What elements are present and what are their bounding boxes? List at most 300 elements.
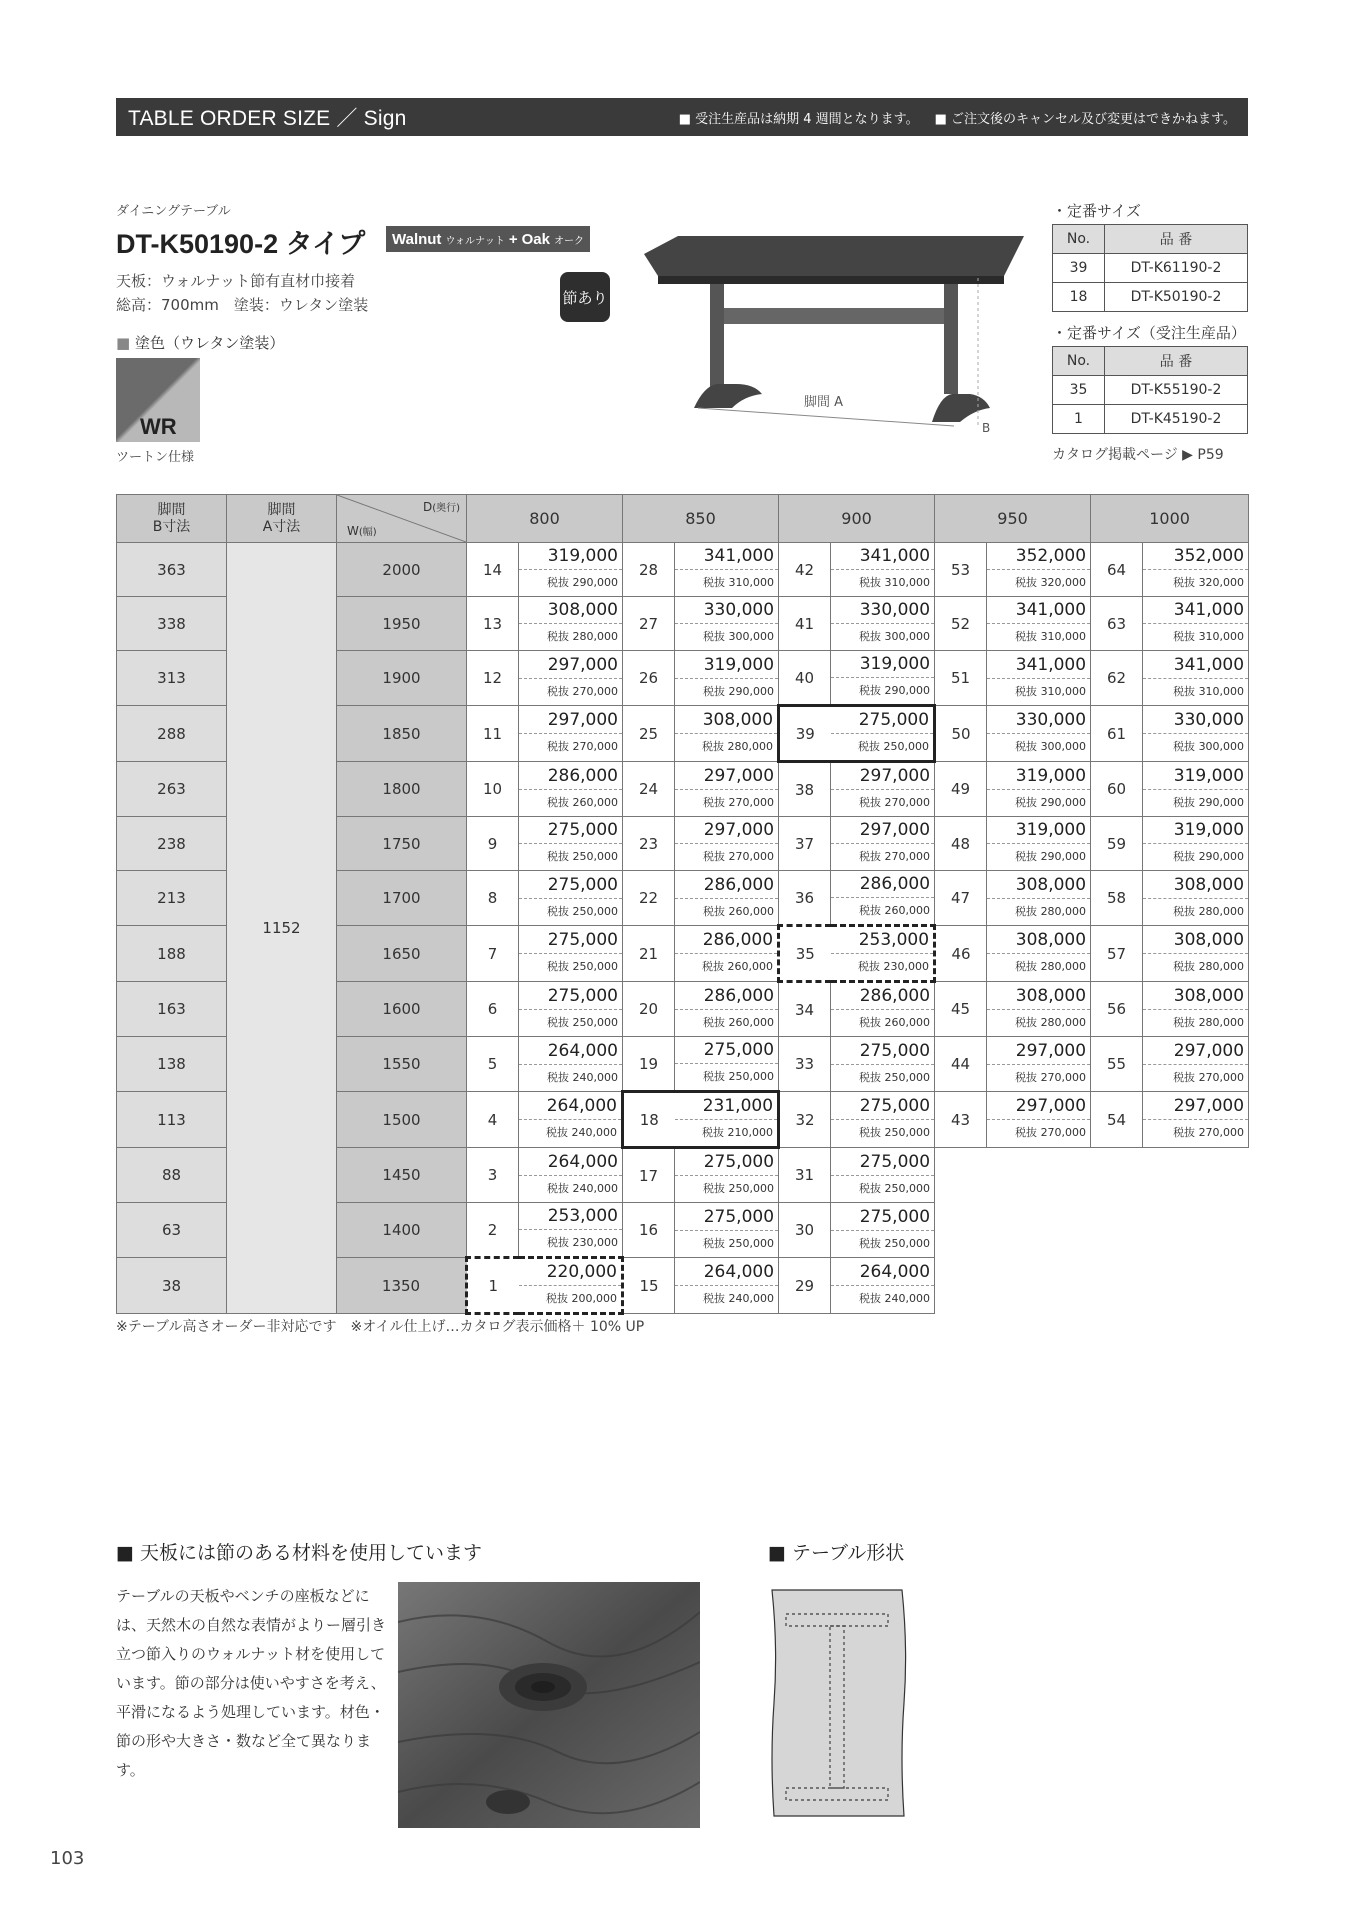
size-number: 3 bbox=[467, 1148, 519, 1203]
price-cell bbox=[987, 817, 1091, 871]
price-cell bbox=[831, 871, 935, 926]
matrix-header-row bbox=[117, 495, 1249, 543]
size-number: 50 bbox=[935, 706, 987, 762]
size-number: 17 bbox=[623, 1148, 675, 1203]
price-incl-tax: 275,000 bbox=[519, 872, 622, 899]
b-dimension: 138 bbox=[117, 1037, 227, 1092]
price-excl-tax: 税抜 250,000 bbox=[831, 734, 934, 760]
price-cell bbox=[987, 1037, 1091, 1092]
empty-cell bbox=[935, 1148, 1091, 1203]
price-incl-tax: 341,000 bbox=[831, 543, 934, 570]
price-excl-tax: 税抜 300,000 bbox=[831, 624, 934, 650]
price-excl-tax: 税抜 290,000 bbox=[519, 570, 622, 596]
col-header-b: 脚間 B寸法 bbox=[117, 495, 227, 543]
price-excl-tax: 税抜 250,000 bbox=[675, 1231, 778, 1257]
b-dimension: 188 bbox=[117, 926, 227, 982]
price-cell bbox=[519, 1037, 623, 1092]
illus-label-b: B bbox=[982, 421, 991, 435]
price-cell bbox=[675, 982, 779, 1037]
col-part: 品 番 bbox=[1105, 225, 1248, 254]
size-number: 42 bbox=[779, 543, 831, 597]
price-cell bbox=[675, 706, 779, 762]
price-excl-tax: 税抜 320,000 bbox=[1143, 570, 1248, 596]
size-number: 16 bbox=[623, 1203, 675, 1258]
b-dimension: 313 bbox=[117, 651, 227, 706]
price-cell bbox=[519, 1203, 623, 1258]
price-excl-tax: 税抜 300,000 bbox=[987, 734, 1090, 760]
size-number: 32 bbox=[779, 1092, 831, 1148]
empty-cell bbox=[935, 1258, 1091, 1314]
header-note-cancellation: ■ ご注文後のキャンセル及び変更はできかねます。 bbox=[935, 108, 1236, 127]
size-number: 58 bbox=[1091, 871, 1143, 926]
size-no: 1 bbox=[1053, 405, 1105, 434]
knot-section-heading: ■ 天板には節のある材料を使用しています bbox=[116, 1538, 482, 1565]
price-incl-tax: 297,000 bbox=[1143, 1038, 1248, 1065]
price-incl-tax: 286,000 bbox=[675, 983, 778, 1010]
color-swatch bbox=[116, 358, 200, 442]
col-part: 品 番 bbox=[1105, 347, 1248, 376]
size-number: 4 bbox=[467, 1092, 519, 1148]
knot-badge: 節あり bbox=[560, 272, 610, 322]
size-number: 60 bbox=[1091, 762, 1143, 817]
price-incl-tax: 352,000 bbox=[987, 543, 1090, 570]
depth-header: 900 bbox=[779, 495, 935, 543]
depth-header: 950 bbox=[935, 495, 1091, 543]
price-cell bbox=[831, 762, 935, 817]
price-excl-tax: 税抜 250,000 bbox=[831, 1065, 934, 1091]
price-incl-tax: 275,000 bbox=[519, 927, 622, 954]
size-number: 20 bbox=[623, 982, 675, 1037]
price-incl-tax: 297,000 bbox=[675, 763, 778, 790]
price-excl-tax: 税抜 270,000 bbox=[1143, 1065, 1248, 1091]
price-excl-tax: 税抜 280,000 bbox=[675, 734, 777, 760]
price-incl-tax: 275,000 bbox=[831, 1149, 934, 1176]
size-number: 29 bbox=[779, 1258, 831, 1314]
b-dimension: 63 bbox=[117, 1203, 227, 1258]
price-incl-tax: 330,000 bbox=[987, 707, 1090, 734]
width-value: 1700 bbox=[337, 871, 467, 926]
price-excl-tax: 税抜 250,000 bbox=[519, 954, 622, 980]
width-value: 1350 bbox=[337, 1258, 467, 1314]
size-number: 8 bbox=[467, 871, 519, 926]
size-number: 23 bbox=[623, 817, 675, 871]
price-incl-tax: 352,000 bbox=[1143, 543, 1248, 570]
width-value: 1900 bbox=[337, 651, 467, 706]
price-excl-tax: 税抜 270,000 bbox=[519, 679, 622, 705]
price-cell bbox=[519, 1092, 623, 1148]
price-cell bbox=[1143, 597, 1249, 651]
col-no: No. bbox=[1053, 225, 1105, 254]
depth-header: 800 bbox=[467, 495, 623, 543]
size-number: 13 bbox=[467, 597, 519, 651]
header-notes bbox=[679, 108, 1236, 127]
price-incl-tax: 341,000 bbox=[675, 543, 778, 570]
width-value: 1550 bbox=[337, 1037, 467, 1092]
price-cell bbox=[519, 651, 623, 706]
price-cell bbox=[831, 597, 935, 651]
price-excl-tax: 税抜 260,000 bbox=[675, 954, 777, 980]
price-excl-tax: 税抜 280,000 bbox=[1143, 954, 1248, 980]
price-incl-tax: 308,000 bbox=[675, 707, 777, 734]
depth-header: 1000 bbox=[1091, 495, 1249, 543]
size-number: 30 bbox=[779, 1203, 831, 1258]
price-incl-tax: 275,000 bbox=[831, 1204, 934, 1231]
price-cell bbox=[1143, 706, 1249, 762]
price-incl-tax: 220,000 bbox=[519, 1259, 622, 1286]
b-dimension: 338 bbox=[117, 597, 227, 651]
b-dimension: 213 bbox=[117, 871, 227, 926]
size-number: 11 bbox=[467, 706, 519, 762]
knot-section-text: テーブルの天板やベンチの座板などには、天然木の自然な表情がよりー層引き立つ節入りのウォルナット材を使用しています。節の部分は使いやすさを考え、平滑になるよう処理しています。材色・節の形や大きさ・数など全て異なります。 bbox=[116, 1587, 387, 1779]
price-excl-tax: 税抜 320,000 bbox=[987, 570, 1090, 596]
page-header-bar bbox=[116, 98, 1248, 136]
price-cell bbox=[519, 871, 623, 926]
price-excl-tax: 税抜 210,000 bbox=[675, 1120, 778, 1146]
price-excl-tax: 税抜 290,000 bbox=[675, 679, 778, 705]
price-cell bbox=[519, 762, 623, 817]
price-excl-tax: 税抜 250,000 bbox=[831, 1231, 934, 1257]
price-incl-tax: 264,000 bbox=[831, 1259, 934, 1286]
standard-sizes-heading: ・ 定番サイズ bbox=[1052, 200, 1141, 221]
size-part: DT-K50190-2 bbox=[1105, 283, 1248, 312]
size-number: 14 bbox=[467, 543, 519, 597]
size-number: 6 bbox=[467, 982, 519, 1037]
price-incl-tax: 275,000 bbox=[519, 817, 622, 844]
price-excl-tax: 税抜 240,000 bbox=[519, 1176, 622, 1202]
price-incl-tax: 275,000 bbox=[675, 1204, 778, 1231]
price-incl-tax: 330,000 bbox=[675, 597, 778, 624]
price-cell bbox=[675, 1092, 779, 1148]
price-excl-tax: 税抜 310,000 bbox=[675, 570, 778, 596]
size-number: 61 bbox=[1091, 706, 1143, 762]
price-incl-tax: 297,000 bbox=[831, 817, 934, 844]
price-incl-tax: 319,000 bbox=[831, 651, 934, 678]
product-model: DT-K50190-2 タイプ bbox=[116, 229, 366, 259]
size-number: 53 bbox=[935, 543, 987, 597]
price-cell bbox=[675, 1148, 779, 1203]
price-excl-tax: 税抜 310,000 bbox=[987, 624, 1090, 650]
price-cell bbox=[831, 651, 935, 706]
price-excl-tax: 税抜 250,000 bbox=[519, 844, 622, 870]
price-cell bbox=[675, 651, 779, 706]
price-incl-tax: 308,000 bbox=[987, 872, 1090, 899]
price-excl-tax: 税抜 250,000 bbox=[519, 1010, 622, 1036]
size-number: 37 bbox=[779, 817, 831, 871]
price-cell bbox=[1143, 871, 1249, 926]
price-excl-tax: 税抜 260,000 bbox=[675, 1010, 778, 1036]
walnut-knot-photo bbox=[398, 1582, 700, 1828]
price-excl-tax: 税抜 290,000 bbox=[987, 844, 1090, 870]
price-excl-tax: 税抜 270,000 bbox=[1143, 1120, 1248, 1146]
price-matrix bbox=[116, 494, 1249, 1315]
price-cell bbox=[1143, 817, 1249, 871]
size-number: 19 bbox=[623, 1037, 675, 1092]
price-excl-tax: 税抜 240,000 bbox=[519, 1065, 622, 1091]
size-number: 1 bbox=[467, 1258, 519, 1314]
size-number: 56 bbox=[1091, 982, 1143, 1037]
price-incl-tax: 286,000 bbox=[519, 763, 622, 790]
price-excl-tax: 税抜 310,000 bbox=[1143, 679, 1248, 705]
price-incl-tax: 286,000 bbox=[831, 983, 934, 1010]
b-dimension: 163 bbox=[117, 982, 227, 1037]
b-dimension: 263 bbox=[117, 762, 227, 817]
width-value: 1800 bbox=[337, 762, 467, 817]
price-cell bbox=[987, 543, 1091, 597]
spec-height-finish: 総高：700mm 塗装：ウレタン塗装 bbox=[116, 296, 369, 314]
b-dimension: 38 bbox=[117, 1258, 227, 1314]
price-cell bbox=[675, 817, 779, 871]
size-number: 59 bbox=[1091, 817, 1143, 871]
size-number: 24 bbox=[623, 762, 675, 817]
size-number: 31 bbox=[779, 1148, 831, 1203]
price-excl-tax: 税抜 270,000 bbox=[519, 734, 622, 760]
price-cell bbox=[831, 817, 935, 871]
price-excl-tax: 税抜 240,000 bbox=[519, 1120, 621, 1146]
price-cell bbox=[675, 762, 779, 817]
price-excl-tax: 税抜 270,000 bbox=[831, 844, 934, 870]
price-cell bbox=[675, 871, 779, 926]
price-cell bbox=[831, 706, 935, 762]
size-number: 51 bbox=[935, 651, 987, 706]
price-cell bbox=[519, 982, 623, 1037]
shape-section-heading: ■ テーブル形状 bbox=[768, 1538, 904, 1565]
size-number: 28 bbox=[623, 543, 675, 597]
size-number: 46 bbox=[935, 926, 987, 982]
price-cell bbox=[675, 926, 779, 982]
size-number: 7 bbox=[467, 926, 519, 982]
size-part: DT-K45190-2 bbox=[1105, 405, 1248, 434]
price-incl-tax: 319,000 bbox=[675, 652, 778, 679]
price-cell bbox=[987, 651, 1091, 706]
footnote: ※テーブル高さオーダー非対応です ※オイル仕上げ…カタログ表示価格＋ 10% UP bbox=[116, 1319, 645, 1335]
price-cell bbox=[987, 982, 1091, 1037]
width-value: 1950 bbox=[337, 597, 467, 651]
price-incl-tax: 297,000 bbox=[519, 707, 622, 734]
size-no: 39 bbox=[1053, 254, 1105, 283]
price-excl-tax: 税抜 250,000 bbox=[831, 1176, 934, 1202]
b-dimension: 238 bbox=[117, 817, 227, 871]
price-excl-tax: 税抜 270,000 bbox=[675, 844, 778, 870]
price-incl-tax: 319,000 bbox=[1143, 817, 1248, 844]
price-excl-tax: 税抜 250,000 bbox=[675, 1064, 778, 1090]
page-number: 103 bbox=[50, 1848, 85, 1869]
price-cell bbox=[675, 1037, 779, 1092]
price-excl-tax: 税抜 290,000 bbox=[1143, 790, 1248, 816]
price-cell bbox=[519, 1148, 623, 1203]
width-value: 1450 bbox=[337, 1148, 467, 1203]
price-incl-tax: 297,000 bbox=[675, 817, 778, 844]
wood-tag bbox=[386, 226, 590, 252]
size-number: 48 bbox=[935, 817, 987, 871]
price-excl-tax: 税抜 290,000 bbox=[831, 678, 934, 704]
wood-plus: + bbox=[508, 230, 518, 248]
size-number: 36 bbox=[779, 871, 831, 926]
size-number: 9 bbox=[467, 817, 519, 871]
price-excl-tax: 税抜 270,000 bbox=[987, 1065, 1090, 1091]
catalog-page-ref: カタログ掲載ページ ▶ P59 bbox=[1052, 447, 1224, 463]
price-cell bbox=[987, 871, 1091, 926]
made-to-order-heading: ・ 定番サイズ（受注生産品） bbox=[1052, 322, 1246, 343]
price-excl-tax: 税抜 280,000 bbox=[987, 954, 1090, 980]
empty-cell bbox=[1091, 1203, 1249, 1258]
price-excl-tax: 税抜 260,000 bbox=[519, 790, 622, 816]
illus-label-a: 脚間 A bbox=[804, 395, 844, 410]
price-cell bbox=[831, 1258, 935, 1314]
size-part: DT-K55190-2 bbox=[1105, 376, 1248, 405]
price-incl-tax: 231,000 bbox=[675, 1093, 778, 1120]
price-cell bbox=[831, 1148, 935, 1203]
size-number: 26 bbox=[623, 651, 675, 706]
size-number: 52 bbox=[935, 597, 987, 651]
price-excl-tax: 税抜 250,000 bbox=[675, 1176, 778, 1202]
col-header-dw bbox=[337, 495, 467, 543]
a-dimension: 1152 bbox=[227, 543, 337, 1314]
price-incl-tax: 341,000 bbox=[987, 597, 1090, 624]
price-excl-tax: 税抜 280,000 bbox=[519, 624, 622, 650]
size-number: 54 bbox=[1091, 1092, 1143, 1148]
price-incl-tax: 297,000 bbox=[987, 1093, 1090, 1120]
size-number: 38 bbox=[779, 762, 831, 817]
wood2-en: Oak bbox=[521, 230, 550, 248]
price-incl-tax: 330,000 bbox=[1143, 707, 1248, 734]
price-excl-tax: 税抜 280,000 bbox=[987, 899, 1090, 925]
matrix-row bbox=[117, 543, 1249, 597]
b-dimension: 113 bbox=[117, 1092, 227, 1148]
width-value: 1400 bbox=[337, 1203, 467, 1258]
price-cell bbox=[519, 597, 623, 651]
price-incl-tax: 308,000 bbox=[987, 983, 1090, 1010]
size-number: 21 bbox=[623, 926, 675, 982]
size-number: 25 bbox=[623, 706, 675, 762]
size-number: 34 bbox=[779, 982, 831, 1037]
made-to-order-row bbox=[1053, 405, 1248, 434]
standard-size-row bbox=[1053, 283, 1248, 312]
empty-cell bbox=[1091, 1148, 1249, 1203]
width-value: 1750 bbox=[337, 817, 467, 871]
price-incl-tax: 330,000 bbox=[831, 597, 934, 624]
price-incl-tax: 253,000 bbox=[831, 927, 934, 954]
price-excl-tax: 税抜 230,000 bbox=[519, 1230, 622, 1256]
price-incl-tax: 286,000 bbox=[675, 872, 778, 899]
made-to-order-row bbox=[1053, 376, 1248, 405]
size-number: 57 bbox=[1091, 926, 1143, 982]
color-heading: ■ 塗色（ウレタン塗装） bbox=[116, 332, 284, 353]
price-incl-tax: 297,000 bbox=[519, 652, 622, 679]
price-cell bbox=[831, 1203, 935, 1258]
size-no: 18 bbox=[1053, 283, 1105, 312]
price-excl-tax: 税抜 250,000 bbox=[831, 1120, 934, 1146]
size-number: 43 bbox=[935, 1092, 987, 1148]
color-code: WR bbox=[140, 414, 177, 439]
width-value: 1850 bbox=[337, 706, 467, 762]
table-shape-diagram bbox=[768, 1588, 908, 1818]
wood-en: Walnut bbox=[392, 230, 442, 248]
width-value: 1650 bbox=[337, 926, 467, 982]
price-incl-tax: 308,000 bbox=[519, 597, 622, 624]
header-note-lead-time: ■ 受注生産品は納期 4 週間となります。 bbox=[679, 108, 919, 127]
b-dimension: 88 bbox=[117, 1148, 227, 1203]
price-incl-tax: 264,000 bbox=[675, 1259, 778, 1286]
width-value: 1500 bbox=[337, 1092, 467, 1148]
size-number: 27 bbox=[623, 597, 675, 651]
price-incl-tax: 319,000 bbox=[1143, 763, 1248, 790]
size-number: 40 bbox=[779, 651, 831, 706]
price-excl-tax: 税抜 240,000 bbox=[675, 1286, 778, 1312]
depth-header: 850 bbox=[623, 495, 779, 543]
price-cell bbox=[987, 926, 1091, 982]
price-cell bbox=[519, 926, 623, 982]
price-excl-tax: 税抜 300,000 bbox=[675, 624, 778, 650]
price-incl-tax: 341,000 bbox=[1143, 597, 1248, 624]
price-cell bbox=[1143, 762, 1249, 817]
size-no: 35 bbox=[1053, 376, 1105, 405]
price-cell bbox=[1143, 982, 1249, 1037]
spec-top: 天板：ウォルナット節有直材巾接着 bbox=[116, 272, 356, 290]
price-excl-tax: 税抜 260,000 bbox=[831, 1010, 934, 1036]
col-no: No. bbox=[1053, 347, 1105, 376]
price-cell bbox=[675, 543, 779, 597]
width-value: 2000 bbox=[337, 543, 467, 597]
size-number: 15 bbox=[623, 1258, 675, 1314]
price-excl-tax: 税抜 310,000 bbox=[831, 570, 934, 596]
price-cell bbox=[831, 1092, 935, 1148]
price-excl-tax: 税抜 290,000 bbox=[987, 790, 1090, 816]
price-cell bbox=[1143, 543, 1249, 597]
price-incl-tax: 275,000 bbox=[831, 707, 934, 734]
price-incl-tax: 275,000 bbox=[675, 1149, 778, 1176]
width-value: 1600 bbox=[337, 982, 467, 1037]
size-number: 55 bbox=[1091, 1037, 1143, 1092]
price-cell bbox=[675, 1258, 779, 1314]
price-incl-tax: 308,000 bbox=[1143, 983, 1248, 1010]
price-incl-tax: 286,000 bbox=[675, 927, 777, 954]
price-cell bbox=[987, 706, 1091, 762]
size-number: 39 bbox=[779, 706, 831, 762]
price-incl-tax: 319,000 bbox=[987, 817, 1090, 844]
color-note: ツートン仕様 bbox=[116, 450, 195, 465]
size-number: 63 bbox=[1091, 597, 1143, 651]
price-excl-tax: 税抜 230,000 bbox=[831, 954, 934, 980]
price-cell bbox=[987, 597, 1091, 651]
wood-jp: ウォルナット bbox=[445, 235, 505, 247]
price-incl-tax: 297,000 bbox=[831, 763, 934, 790]
made-to-order-table bbox=[1052, 346, 1248, 434]
price-excl-tax: 税抜 240,000 bbox=[831, 1286, 934, 1312]
price-excl-tax: 税抜 200,000 bbox=[519, 1286, 622, 1312]
price-incl-tax: 341,000 bbox=[1143, 652, 1248, 679]
price-incl-tax: 297,000 bbox=[987, 1038, 1090, 1065]
price-cell bbox=[831, 982, 935, 1037]
price-incl-tax: 264,000 bbox=[519, 1038, 622, 1065]
standard-size-row bbox=[1053, 254, 1248, 283]
b-dimension: 288 bbox=[117, 706, 227, 762]
price-incl-tax: 341,000 bbox=[987, 652, 1090, 679]
size-number: 10 bbox=[467, 762, 519, 817]
price-cell bbox=[1143, 1037, 1249, 1092]
price-incl-tax: 275,000 bbox=[519, 983, 622, 1010]
price-excl-tax: 税抜 280,000 bbox=[1143, 899, 1248, 925]
price-incl-tax: 275,000 bbox=[675, 1037, 778, 1064]
size-number: 18 bbox=[623, 1092, 675, 1148]
price-excl-tax: 税抜 310,000 bbox=[987, 679, 1090, 705]
size-number: 35 bbox=[779, 926, 831, 982]
price-excl-tax: 税抜 270,000 bbox=[675, 790, 778, 816]
price-incl-tax: 319,000 bbox=[987, 763, 1090, 790]
size-number: 44 bbox=[935, 1037, 987, 1092]
size-number: 64 bbox=[1091, 543, 1143, 597]
price-excl-tax: 税抜 270,000 bbox=[831, 790, 934, 816]
price-incl-tax: 297,000 bbox=[1143, 1093, 1248, 1120]
